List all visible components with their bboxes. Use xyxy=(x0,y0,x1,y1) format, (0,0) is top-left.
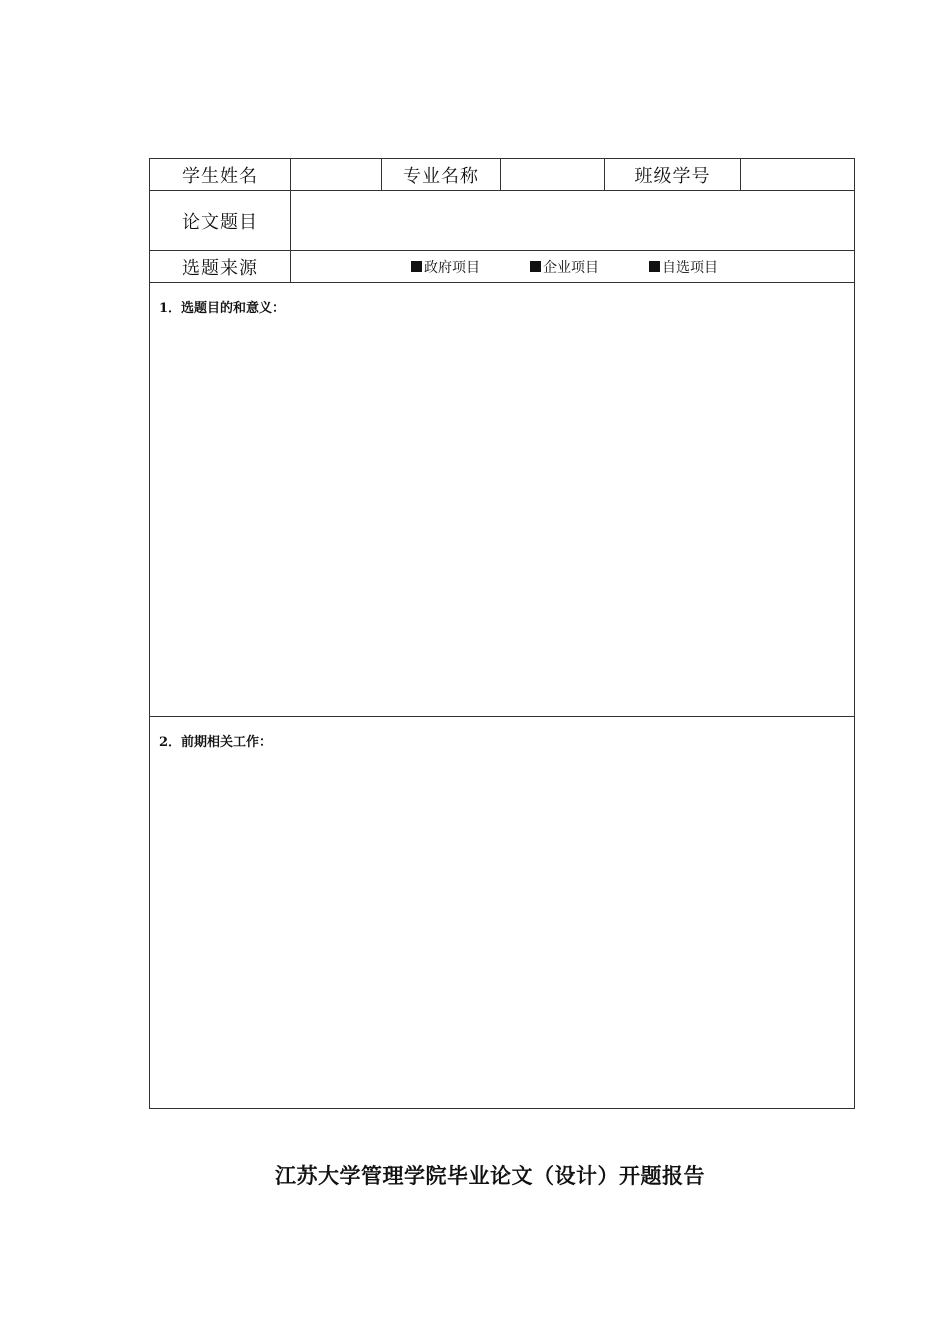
major-field[interactable] xyxy=(501,159,605,191)
topic-source-label: 选题来源 xyxy=(150,251,291,283)
section-prior-work xyxy=(150,717,855,1109)
topic-source-row xyxy=(150,251,855,283)
student-name-label: 学生姓名 xyxy=(150,159,291,191)
option-label: 企业项目 xyxy=(543,259,599,276)
thesis-title-row xyxy=(150,191,855,251)
section-heading: 2．前期相关工作： xyxy=(159,735,273,750)
option-label: 政府项目 xyxy=(424,259,480,276)
section-purpose-cell[interactable] xyxy=(150,283,855,717)
document-title: 江苏大学管理学院毕业论文（设计）开题报告 xyxy=(275,1163,705,1188)
proposal-form-table xyxy=(149,158,855,1109)
filled-square-icon xyxy=(530,261,541,272)
filled-square-icon xyxy=(649,261,660,272)
section-prior-work-cell[interactable] xyxy=(150,717,855,1109)
topic-source-options xyxy=(291,251,855,283)
thesis-title-field[interactable] xyxy=(291,191,855,251)
filled-square-icon xyxy=(411,261,422,272)
option-self-selected-project[interactable] xyxy=(649,257,718,277)
section-heading: 1．选题目的和意义： xyxy=(159,301,286,316)
option-label: 自选项目 xyxy=(662,259,718,276)
class-id-label: 班级学号 xyxy=(605,159,741,191)
thesis-title-label: 论文题目 xyxy=(150,191,291,251)
major-label: 专业名称 xyxy=(382,159,501,191)
option-government-project[interactable] xyxy=(411,257,480,277)
student-name-field[interactable] xyxy=(291,159,382,191)
option-enterprise-project[interactable] xyxy=(530,257,599,277)
student-info-row xyxy=(150,159,855,191)
class-id-field[interactable] xyxy=(741,159,855,191)
section-purpose-significance xyxy=(150,283,855,717)
